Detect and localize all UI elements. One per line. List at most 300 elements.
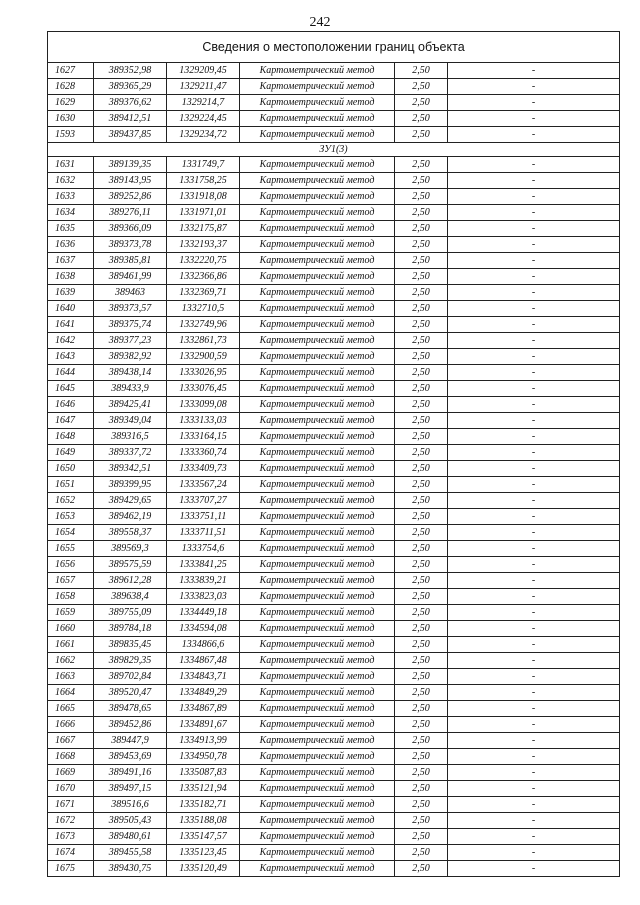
y-coordinate-cell: 1332175,87 xyxy=(167,221,240,237)
description-cell: - xyxy=(448,285,620,301)
point-number-cell: 1648 xyxy=(48,429,94,445)
precision-cell: 2,50 xyxy=(395,63,448,79)
precision-cell: 2,50 xyxy=(395,653,448,669)
description-cell: - xyxy=(448,509,620,525)
description-cell: - xyxy=(448,381,620,397)
table-row xyxy=(48,621,620,637)
table-row xyxy=(48,205,620,221)
y-coordinate-cell: 1332369,71 xyxy=(167,285,240,301)
precision-cell: 2,50 xyxy=(395,525,448,541)
precision-cell: 2,50 xyxy=(395,429,448,445)
x-coordinate-cell: 389429,65 xyxy=(94,493,167,509)
table-row xyxy=(48,589,620,605)
x-coordinate-cell: 389399,95 xyxy=(94,477,167,493)
x-coordinate-cell: 389412,51 xyxy=(94,111,167,127)
x-coordinate-cell: 389612,28 xyxy=(94,573,167,589)
point-number-cell: 1646 xyxy=(48,397,94,413)
description-cell: - xyxy=(448,349,620,365)
description-cell: - xyxy=(448,301,620,317)
point-number-cell: 1627 xyxy=(48,63,94,79)
y-coordinate-cell: 1329214,7 xyxy=(167,95,240,111)
section-label: ЗУ1(3) xyxy=(48,143,620,157)
method-cell: Картометрический метод xyxy=(240,589,395,605)
method-cell: Картометрический метод xyxy=(240,685,395,701)
table-row xyxy=(48,509,620,525)
description-cell: - xyxy=(448,653,620,669)
description-cell: - xyxy=(448,573,620,589)
table-row xyxy=(48,157,620,173)
description-cell: - xyxy=(448,477,620,493)
table-row xyxy=(48,861,620,877)
table-row xyxy=(48,413,620,429)
method-cell: Картометрический метод xyxy=(240,111,395,127)
page-number: 242 xyxy=(309,15,331,30)
y-coordinate-cell: 1333754,6 xyxy=(167,541,240,557)
point-number-cell: 1653 xyxy=(48,509,94,525)
method-cell: Картометрический метод xyxy=(240,253,395,269)
method-cell: Картометрический метод xyxy=(240,605,395,621)
method-cell: Картометрический метод xyxy=(240,429,395,445)
x-coordinate-cell: 389480,61 xyxy=(94,829,167,845)
y-coordinate-cell: 1333099,08 xyxy=(167,397,240,413)
table-row xyxy=(48,637,620,653)
table-row xyxy=(48,445,620,461)
y-coordinate-cell: 1333707,27 xyxy=(167,493,240,509)
table-row xyxy=(48,557,620,573)
table-row xyxy=(48,493,620,509)
x-coordinate-cell: 389382,92 xyxy=(94,349,167,365)
description-cell: - xyxy=(448,173,620,189)
section-row xyxy=(48,143,620,157)
y-coordinate-cell: 1333409,73 xyxy=(167,461,240,477)
description-cell: - xyxy=(448,365,620,381)
precision-cell: 2,50 xyxy=(395,765,448,781)
description-cell: - xyxy=(448,733,620,749)
table-row xyxy=(48,605,620,621)
precision-cell: 2,50 xyxy=(395,637,448,653)
y-coordinate-cell: 1333076,45 xyxy=(167,381,240,397)
point-number-cell: 1635 xyxy=(48,221,94,237)
description-cell: - xyxy=(448,717,620,733)
table-row xyxy=(48,685,620,701)
precision-cell: 2,50 xyxy=(395,493,448,509)
x-coordinate-cell: 389829,35 xyxy=(94,653,167,669)
point-number-cell: 1647 xyxy=(48,413,94,429)
method-cell: Картометрический метод xyxy=(240,461,395,477)
table-row xyxy=(48,749,620,765)
method-cell: Картометрический метод xyxy=(240,127,395,143)
precision-cell: 2,50 xyxy=(395,461,448,477)
x-coordinate-cell: 389569,3 xyxy=(94,541,167,557)
table-row xyxy=(48,63,620,79)
precision-cell: 2,50 xyxy=(395,733,448,749)
point-number-cell: 1642 xyxy=(48,333,94,349)
method-cell: Картометрический метод xyxy=(240,573,395,589)
precision-cell: 2,50 xyxy=(395,285,448,301)
precision-cell: 2,50 xyxy=(395,253,448,269)
description-cell: - xyxy=(448,189,620,205)
point-number-cell: 1673 xyxy=(48,829,94,845)
table-row xyxy=(48,127,620,143)
x-coordinate-cell: 389373,78 xyxy=(94,237,167,253)
x-coordinate-cell: 389139,35 xyxy=(94,157,167,173)
x-coordinate-cell: 389516,6 xyxy=(94,797,167,813)
x-coordinate-cell: 389461,99 xyxy=(94,269,167,285)
y-coordinate-cell: 1334950,78 xyxy=(167,749,240,765)
y-coordinate-cell: 1333711,51 xyxy=(167,525,240,541)
description-cell: - xyxy=(448,829,620,845)
method-cell: Картометрический метод xyxy=(240,95,395,111)
y-coordinate-cell: 1333026,95 xyxy=(167,365,240,381)
x-coordinate-cell: 389835,45 xyxy=(94,637,167,653)
y-coordinate-cell: 1332900,59 xyxy=(167,349,240,365)
table-row xyxy=(48,221,620,237)
description-cell: - xyxy=(448,637,620,653)
x-coordinate-cell: 389366,09 xyxy=(94,221,167,237)
precision-cell: 2,50 xyxy=(395,157,448,173)
precision-cell: 2,50 xyxy=(395,317,448,333)
y-coordinate-cell: 1329224,45 xyxy=(167,111,240,127)
x-coordinate-cell: 389276,11 xyxy=(94,205,167,221)
precision-cell: 2,50 xyxy=(395,509,448,525)
description-cell: - xyxy=(448,269,620,285)
description-cell: - xyxy=(448,493,620,509)
method-cell: Картометрический метод xyxy=(240,333,395,349)
method-cell: Картометрический метод xyxy=(240,541,395,557)
y-coordinate-cell: 1334891,67 xyxy=(167,717,240,733)
x-coordinate-cell: 389342,51 xyxy=(94,461,167,477)
table-row xyxy=(48,717,620,733)
description-cell: - xyxy=(448,541,620,557)
description-cell: - xyxy=(448,413,620,429)
method-cell: Картометрический метод xyxy=(240,285,395,301)
method-cell: Картометрический метод xyxy=(240,701,395,717)
method-cell: Картометрический метод xyxy=(240,845,395,861)
method-cell: Картометрический метод xyxy=(240,157,395,173)
x-coordinate-cell: 389638,4 xyxy=(94,589,167,605)
point-number-cell: 1650 xyxy=(48,461,94,477)
table-row xyxy=(48,333,620,349)
point-number-cell: 1637 xyxy=(48,253,94,269)
y-coordinate-cell: 1333839,21 xyxy=(167,573,240,589)
table-row xyxy=(48,429,620,445)
y-coordinate-cell: 1333567,24 xyxy=(167,477,240,493)
description-cell: - xyxy=(448,589,620,605)
x-coordinate-cell: 389497,15 xyxy=(94,781,167,797)
method-cell: Картометрический метод xyxy=(240,317,395,333)
method-cell: Картометрический метод xyxy=(240,781,395,797)
y-coordinate-cell: 1333841,25 xyxy=(167,557,240,573)
method-cell: Картометрический метод xyxy=(240,365,395,381)
method-cell: Картометрический метод xyxy=(240,301,395,317)
table-row xyxy=(48,349,620,365)
x-coordinate-cell: 389337,72 xyxy=(94,445,167,461)
description-cell: - xyxy=(448,63,620,79)
precision-cell: 2,50 xyxy=(395,573,448,589)
precision-cell: 2,50 xyxy=(395,381,448,397)
x-coordinate-cell: 389575,59 xyxy=(94,557,167,573)
method-cell: Картометрический метод xyxy=(240,397,395,413)
precision-cell: 2,50 xyxy=(395,189,448,205)
x-coordinate-cell: 389375,74 xyxy=(94,317,167,333)
table-row xyxy=(48,845,620,861)
table-row xyxy=(48,781,620,797)
description-cell: - xyxy=(448,111,620,127)
table-row xyxy=(48,317,620,333)
method-cell: Картометрический метод xyxy=(240,861,395,877)
description-cell: - xyxy=(448,749,620,765)
y-coordinate-cell: 1329234,72 xyxy=(167,127,240,143)
y-coordinate-cell: 1335182,71 xyxy=(167,797,240,813)
description-cell: - xyxy=(448,861,620,877)
point-number-cell: 1664 xyxy=(48,685,94,701)
y-coordinate-cell: 1332220,75 xyxy=(167,253,240,269)
point-number-cell: 1640 xyxy=(48,301,94,317)
point-number-cell: 1641 xyxy=(48,317,94,333)
precision-cell: 2,50 xyxy=(395,557,448,573)
point-number-cell: 1657 xyxy=(48,573,94,589)
precision-cell: 2,50 xyxy=(395,397,448,413)
table-row xyxy=(48,365,620,381)
description-cell: - xyxy=(448,765,620,781)
point-number-cell: 1656 xyxy=(48,557,94,573)
x-coordinate-cell: 389463 xyxy=(94,285,167,301)
table-row xyxy=(48,733,620,749)
x-coordinate-cell: 389558,37 xyxy=(94,525,167,541)
y-coordinate-cell: 1334913,99 xyxy=(167,733,240,749)
x-coordinate-cell: 389755,09 xyxy=(94,605,167,621)
x-coordinate-cell: 389352,98 xyxy=(94,63,167,79)
method-cell: Картометрический метод xyxy=(240,749,395,765)
x-coordinate-cell: 389452,86 xyxy=(94,717,167,733)
description-cell: - xyxy=(448,605,620,621)
table-row xyxy=(48,253,620,269)
x-coordinate-cell: 389505,43 xyxy=(94,813,167,829)
description-cell: - xyxy=(448,845,620,861)
y-coordinate-cell: 1334867,48 xyxy=(167,653,240,669)
description-cell: - xyxy=(448,205,620,221)
y-coordinate-cell: 1334449,18 xyxy=(167,605,240,621)
precision-cell: 2,50 xyxy=(395,79,448,95)
description-cell: - xyxy=(448,397,620,413)
x-coordinate-cell: 389376,62 xyxy=(94,95,167,111)
point-number-cell: 1651 xyxy=(48,477,94,493)
y-coordinate-cell: 1332193,37 xyxy=(167,237,240,253)
method-cell: Картометрический метод xyxy=(240,557,395,573)
point-number-cell: 1632 xyxy=(48,173,94,189)
y-coordinate-cell: 1333751,11 xyxy=(167,509,240,525)
table-title: Сведения о местоположении границ объекта xyxy=(48,32,620,63)
description-cell: - xyxy=(448,221,620,237)
method-cell: Картометрический метод xyxy=(240,413,395,429)
precision-cell: 2,50 xyxy=(395,605,448,621)
point-number-cell: 1662 xyxy=(48,653,94,669)
precision-cell: 2,50 xyxy=(395,173,448,189)
table-row xyxy=(48,477,620,493)
y-coordinate-cell: 1333133,03 xyxy=(167,413,240,429)
precision-cell: 2,50 xyxy=(395,829,448,845)
y-coordinate-cell: 1334849,29 xyxy=(167,685,240,701)
point-number-cell: 1645 xyxy=(48,381,94,397)
y-coordinate-cell: 1332749,96 xyxy=(167,317,240,333)
table-row xyxy=(48,829,620,845)
x-coordinate-cell: 389365,29 xyxy=(94,79,167,95)
method-cell: Картометрический метод xyxy=(240,221,395,237)
point-number-cell: 1629 xyxy=(48,95,94,111)
precision-cell: 2,50 xyxy=(395,477,448,493)
x-coordinate-cell: 389433,9 xyxy=(94,381,167,397)
description-cell: - xyxy=(448,127,620,143)
method-cell: Картометрический метод xyxy=(240,445,395,461)
y-coordinate-cell: 1335123,45 xyxy=(167,845,240,861)
description-cell: - xyxy=(448,461,620,477)
precision-cell: 2,50 xyxy=(395,95,448,111)
table-row xyxy=(48,541,620,557)
description-cell: - xyxy=(448,621,620,637)
table-row xyxy=(48,573,620,589)
y-coordinate-cell: 1333823,03 xyxy=(167,589,240,605)
precision-cell: 2,50 xyxy=(395,127,448,143)
y-coordinate-cell: 1331758,25 xyxy=(167,173,240,189)
precision-cell: 2,50 xyxy=(395,813,448,829)
method-cell: Картометрический метод xyxy=(240,237,395,253)
precision-cell: 2,50 xyxy=(395,685,448,701)
x-coordinate-cell: 389491,16 xyxy=(94,765,167,781)
x-coordinate-cell: 389143,95 xyxy=(94,173,167,189)
y-coordinate-cell: 1333360,74 xyxy=(167,445,240,461)
precision-cell: 2,50 xyxy=(395,205,448,221)
point-number-cell: 1593 xyxy=(48,127,94,143)
y-coordinate-cell: 1335121,94 xyxy=(167,781,240,797)
x-coordinate-cell: 389438,14 xyxy=(94,365,167,381)
y-coordinate-cell: 1332710,5 xyxy=(167,301,240,317)
table-row xyxy=(48,173,620,189)
table-row xyxy=(48,669,620,685)
x-coordinate-cell: 389455,58 xyxy=(94,845,167,861)
description-cell: - xyxy=(448,557,620,573)
method-cell: Картометрический метод xyxy=(240,189,395,205)
description-cell: - xyxy=(448,157,620,173)
point-number-cell: 1652 xyxy=(48,493,94,509)
precision-cell: 2,50 xyxy=(395,413,448,429)
method-cell: Картометрический метод xyxy=(240,621,395,637)
y-coordinate-cell: 1331971,01 xyxy=(167,205,240,221)
table-row xyxy=(48,461,620,477)
method-cell: Картометрический метод xyxy=(240,525,395,541)
method-cell: Картометрический метод xyxy=(240,733,395,749)
method-cell: Картометрический метод xyxy=(240,269,395,285)
point-number-cell: 1639 xyxy=(48,285,94,301)
description-cell: - xyxy=(448,685,620,701)
precision-cell: 2,50 xyxy=(395,269,448,285)
y-coordinate-cell: 1334867,89 xyxy=(167,701,240,717)
x-coordinate-cell: 389462,19 xyxy=(94,509,167,525)
table-body xyxy=(48,32,620,877)
point-number-cell: 1649 xyxy=(48,445,94,461)
x-coordinate-cell: 389437,85 xyxy=(94,127,167,143)
y-coordinate-cell: 1329209,45 xyxy=(167,63,240,79)
point-number-cell: 1631 xyxy=(48,157,94,173)
table-row xyxy=(48,813,620,829)
precision-cell: 2,50 xyxy=(395,301,448,317)
method-cell: Картометрический метод xyxy=(240,717,395,733)
method-cell: Картометрический метод xyxy=(240,493,395,509)
precision-cell: 2,50 xyxy=(395,589,448,605)
table-row xyxy=(48,301,620,317)
y-coordinate-cell: 1335120,49 xyxy=(167,861,240,877)
table-title-row xyxy=(48,32,620,63)
point-number-cell: 1669 xyxy=(48,765,94,781)
description-cell: - xyxy=(448,237,620,253)
precision-cell: 2,50 xyxy=(395,445,448,461)
precision-cell: 2,50 xyxy=(395,669,448,685)
precision-cell: 2,50 xyxy=(395,333,448,349)
x-coordinate-cell: 389349,04 xyxy=(94,413,167,429)
precision-cell: 2,50 xyxy=(395,111,448,127)
table-row xyxy=(48,525,620,541)
point-number-cell: 1660 xyxy=(48,621,94,637)
point-number-cell: 1665 xyxy=(48,701,94,717)
description-cell: - xyxy=(448,701,620,717)
description-cell: - xyxy=(448,253,620,269)
description-cell: - xyxy=(448,79,620,95)
point-number-cell: 1661 xyxy=(48,637,94,653)
y-coordinate-cell: 1332861,73 xyxy=(167,333,240,349)
point-number-cell: 1655 xyxy=(48,541,94,557)
table-row xyxy=(48,765,620,781)
method-cell: Картометрический метод xyxy=(240,829,395,845)
point-number-cell: 1659 xyxy=(48,605,94,621)
y-coordinate-cell: 1332366,86 xyxy=(167,269,240,285)
table-row xyxy=(48,285,620,301)
precision-cell: 2,50 xyxy=(395,781,448,797)
point-number-cell: 1633 xyxy=(48,189,94,205)
table-row xyxy=(48,95,620,111)
y-coordinate-cell: 1335147,57 xyxy=(167,829,240,845)
y-coordinate-cell: 1334843,71 xyxy=(167,669,240,685)
point-number-cell: 1658 xyxy=(48,589,94,605)
point-number-cell: 1638 xyxy=(48,269,94,285)
point-number-cell: 1630 xyxy=(48,111,94,127)
table-row xyxy=(48,189,620,205)
point-number-cell: 1643 xyxy=(48,349,94,365)
table-row xyxy=(48,237,620,253)
method-cell: Картометрический метод xyxy=(240,205,395,221)
description-cell: - xyxy=(448,781,620,797)
description-cell: - xyxy=(448,669,620,685)
x-coordinate-cell: 389425,41 xyxy=(94,397,167,413)
description-cell: - xyxy=(448,797,620,813)
precision-cell: 2,50 xyxy=(395,749,448,765)
x-coordinate-cell: 389316,5 xyxy=(94,429,167,445)
description-cell: - xyxy=(448,525,620,541)
x-coordinate-cell: 389520,47 xyxy=(94,685,167,701)
point-number-cell: 1667 xyxy=(48,733,94,749)
point-number-cell: 1663 xyxy=(48,669,94,685)
point-number-cell: 1675 xyxy=(48,861,94,877)
precision-cell: 2,50 xyxy=(395,861,448,877)
precision-cell: 2,50 xyxy=(395,717,448,733)
point-number-cell: 1654 xyxy=(48,525,94,541)
description-cell: - xyxy=(448,429,620,445)
method-cell: Картометрический метод xyxy=(240,381,395,397)
description-cell: - xyxy=(448,445,620,461)
x-coordinate-cell: 389447,9 xyxy=(94,733,167,749)
description-cell: - xyxy=(448,333,620,349)
point-number-cell: 1668 xyxy=(48,749,94,765)
method-cell: Картометрический метод xyxy=(240,79,395,95)
method-cell: Картометрический метод xyxy=(240,477,395,493)
